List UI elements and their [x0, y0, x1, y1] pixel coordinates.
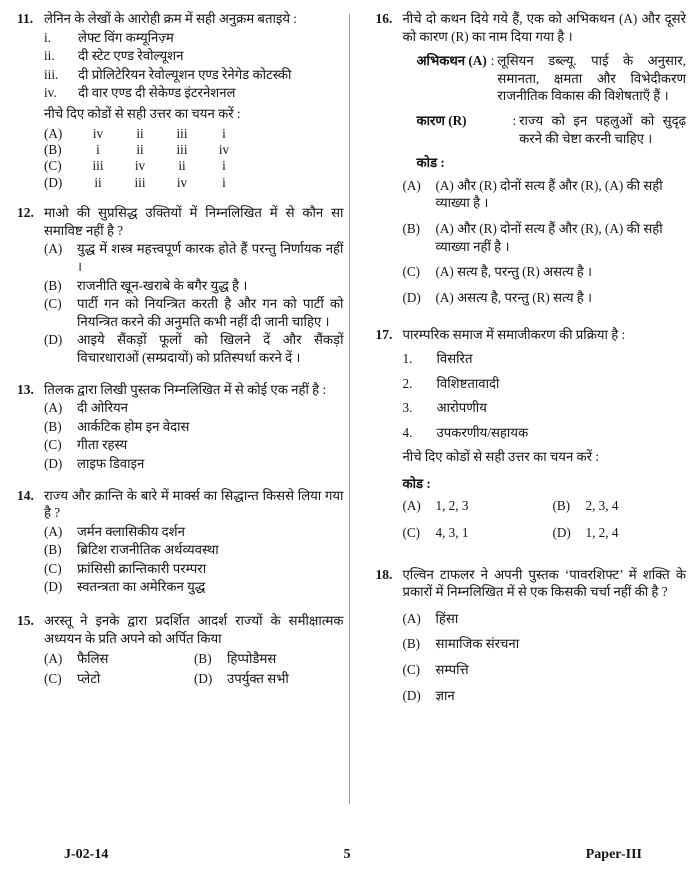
option-key: (A)	[402, 177, 421, 193]
option[interactable]	[552, 497, 686, 515]
option-key: (B)	[44, 277, 62, 293]
option-text: ज्ञान	[435, 687, 455, 703]
option-key: (C)	[402, 264, 421, 280]
option-key: (A)	[402, 610, 421, 626]
footer-paper-code: J-02-14	[64, 847, 109, 862]
option-key: (D)	[402, 687, 421, 703]
sub-item-label: 2.	[402, 375, 413, 391]
option-text: प्लेटो	[77, 670, 101, 686]
option[interactable]	[194, 670, 343, 688]
question-body	[44, 10, 343, 191]
sub-item	[44, 66, 343, 84]
matrix-cell: iv	[218, 141, 230, 157]
question-number: 16.	[375, 11, 393, 26]
option[interactable]	[44, 277, 343, 295]
option[interactable]	[402, 220, 686, 255]
option[interactable]	[44, 331, 343, 366]
option-list	[44, 240, 343, 366]
option-text: दी ओरियन	[77, 400, 128, 416]
option-text: फ्रांसिसी क्रान्तिकारी परम्परा	[77, 560, 207, 576]
question-12	[14, 204, 343, 367]
question-stem: पारम्परिक समाज में समाजीकरण की प्रक्रिया है :	[402, 327, 626, 343]
option-row[interactable]	[44, 142, 343, 158]
sub-item-text: विसरित	[436, 350, 473, 366]
question-body	[402, 10, 686, 307]
option-row[interactable]	[44, 158, 343, 174]
option-text: राजनीति खून-खराबे के बगैर युद्ध है ।	[77, 277, 248, 293]
option[interactable]	[194, 650, 343, 668]
matrix-cell: iii	[134, 174, 146, 190]
reason-block	[402, 112, 686, 147]
matrix-cell: ii	[136, 141, 144, 157]
option-list	[44, 523, 343, 596]
matrix-cell: iv	[134, 158, 146, 174]
option-text: हिप्पोडैमस	[227, 651, 277, 667]
option-key: (A)	[44, 523, 63, 539]
matrix-cell: i	[222, 174, 226, 190]
assertion-label: अभिकथन (A)	[416, 53, 487, 69]
option-key: (A)	[402, 498, 421, 514]
option-key: (C)	[44, 560, 62, 576]
sub-item-label: 4.	[402, 424, 413, 440]
code-label: कोड :	[416, 155, 445, 171]
matrix-cell: i	[222, 158, 226, 174]
option-key: (A)	[44, 651, 63, 667]
matrix-cell: iii	[92, 158, 104, 174]
option-text: 1, 2, 4	[585, 525, 619, 541]
option-key: (D)	[194, 670, 213, 686]
option-list	[402, 177, 686, 307]
question-11	[14, 10, 343, 191]
reason-label: कारण (R)	[416, 112, 467, 128]
option[interactable]	[44, 523, 343, 541]
sub-item-text: विशिष्टतावादी	[436, 375, 500, 391]
sub-item	[44, 29, 343, 47]
code-instruction: नीचे दिए कोडों से सही उत्तर का चयन करें :	[44, 105, 241, 121]
sub-item	[402, 375, 686, 393]
option[interactable]	[44, 240, 343, 275]
question-body	[44, 204, 343, 367]
option-key: (C)	[44, 158, 62, 174]
option-list	[44, 399, 343, 472]
question-number: 13.	[17, 381, 34, 397]
option-key: (C)	[44, 437, 62, 453]
option-text: स्वतन्त्रता का अमेरिकन युद्ध	[77, 579, 206, 595]
question-17	[372, 326, 686, 543]
option[interactable]	[44, 578, 343, 596]
option-list	[402, 610, 686, 704]
matrix-cell: iv	[92, 125, 104, 141]
option-key: (C)	[402, 525, 421, 541]
option-grid	[402, 497, 686, 541]
option-grid	[44, 650, 343, 687]
question-number: 17.	[375, 327, 393, 343]
option[interactable]	[402, 289, 686, 307]
sub-item-label: iv.	[44, 85, 57, 101]
option-key: (C)	[44, 670, 62, 686]
option-text: सामाजिक संरचना	[435, 636, 520, 652]
sub-item-list	[44, 29, 343, 102]
option-key: (D)	[44, 332, 63, 348]
question-14	[14, 487, 343, 598]
sub-item-text: लेफ्ट विंग कम्यूनिज़्म	[78, 29, 174, 45]
option[interactable]	[402, 263, 686, 281]
option[interactable]	[402, 635, 686, 653]
question-number: 14.	[17, 487, 34, 503]
sub-item-label: i.	[44, 29, 51, 45]
right-column	[350, 10, 686, 716]
matrix-cell: iii	[176, 141, 188, 157]
sub-item-label: 3.	[402, 400, 413, 416]
question-15	[14, 612, 343, 689]
option-text: फैलिस	[77, 651, 109, 667]
sub-item-text: दी वार एण्ड दी सेकेण्ड इंटरनेशनल	[78, 85, 236, 101]
option-row[interactable]	[44, 175, 343, 191]
option-text: गीता रहस्य	[77, 437, 128, 453]
two-column-layout	[14, 10, 686, 810]
option[interactable]	[402, 177, 686, 212]
option-text: ब्रिटिश राजनीतिक अर्थव्यवस्था	[77, 542, 219, 558]
assertion-colon: :	[490, 53, 495, 69]
matrix-cell: i	[96, 141, 100, 157]
option-key: (D)	[44, 579, 63, 595]
code-label: कोड :	[402, 475, 431, 491]
option-key: (D)	[402, 289, 421, 305]
question-number: 12.	[17, 205, 34, 221]
sub-item	[44, 84, 343, 102]
question-stem: राज्य और क्रान्ति के बारे में मार्क्स का सिद्धान्त किससे लिया गया है ?	[44, 487, 344, 521]
option-text: पार्टी गन को नियन्त्रित करती है और गन को पार्टी को नियन्त्रित करने की अनुमति कभी नहीं दी जानी चाहिए ।	[77, 296, 344, 329]
sub-item	[402, 399, 686, 417]
question-number: 18.	[375, 566, 393, 582]
option-row	[44, 650, 343, 668]
option-key: (A)	[44, 400, 63, 416]
sub-item-text: उपकरणीय/सहायक	[436, 424, 529, 440]
footer-page-number: 5	[343, 847, 351, 862]
option-key: (D)	[552, 525, 571, 541]
option-row	[44, 670, 343, 688]
option[interactable]	[44, 650, 194, 668]
option-key: (C)	[402, 662, 421, 678]
question-body	[44, 612, 343, 689]
option-row[interactable]	[44, 126, 343, 142]
page-footer	[14, 847, 686, 863]
sub-item-label: ii.	[44, 48, 55, 64]
question-16	[372, 10, 686, 307]
option-key: (B)	[44, 542, 62, 558]
option-text: (A) असत्य है, परन्तु (R) सत्य है ।	[435, 289, 593, 305]
question-stem: एल्विन टाफलर ने अपनी पुस्तक ‘पावरशिफ्ट’ में शक्ति के प्रकारों में निम्नलिखित में से एक किसकी चर्चा नहीं की है ?	[402, 566, 686, 600]
question-number: 15.	[17, 613, 34, 629]
option[interactable]	[402, 661, 686, 679]
option[interactable]	[44, 418, 343, 436]
assertion-text: लूसियन डब्ल्यू. पाई के अनुसार, समानता, क्षमता और विभेदीकरण राजनीतिक विकास की विशेषताएँ हैं ।	[497, 53, 686, 104]
question-body	[402, 326, 686, 543]
option[interactable]	[44, 436, 343, 454]
matrix-cell: ii	[178, 158, 186, 174]
footer-paper-label: Paper-III	[585, 847, 642, 862]
option-text: (A) सत्य है, परन्तु (R) असत्य है ।	[435, 264, 593, 280]
sub-item	[402, 350, 686, 368]
option-text: उपर्युक्त सभी	[227, 670, 289, 686]
question-13	[14, 381, 343, 474]
sub-item-text: दी स्टेट एण्ड रेवोल्यूशन	[78, 48, 184, 64]
code-instruction: नीचे दिए कोडों से सही उत्तर का चयन करें :	[402, 449, 600, 465]
assertion-block	[402, 52, 686, 105]
option-text: 2, 3, 4	[585, 498, 619, 514]
question-number: 11.	[17, 11, 34, 26]
option-key: (B)	[194, 651, 212, 667]
option-text: आइये सैंकड़ों फूलों को खिलने दें और सैंकड़ों विचारधाराओं (सम्प्रदायों) को प्रतिस्पर्धा करने दें ।	[77, 332, 344, 365]
option-key: (D)	[44, 174, 63, 190]
option[interactable]	[44, 455, 343, 473]
matrix-options	[44, 126, 343, 192]
question-stem: अरस्तू ने इनके द्वारा प्रदर्शित आदर्श राज्यों के समीक्षात्मक अध्ययन के प्रति अपने को अर्पित किया	[44, 613, 344, 646]
question-stem: माओ की सुप्रसिद्ध उक्तियों में निम्नलिखित में से कौन सा समाविष्ट नहीं है ?	[44, 205, 344, 238]
option-text: हिंसा	[435, 610, 459, 626]
sub-item	[402, 424, 686, 442]
option-row	[402, 497, 686, 515]
option[interactable]	[44, 541, 343, 559]
sub-item-list	[402, 350, 686, 441]
option-row	[402, 524, 686, 542]
question-body	[402, 566, 686, 706]
option-text: आर्कटिक होम इन वेदास	[77, 418, 190, 434]
sub-item-text: आरोपणीय	[436, 400, 487, 416]
option[interactable]	[44, 295, 343, 330]
matrix-cell: ii	[94, 174, 102, 190]
sub-item-label: iii.	[44, 66, 59, 82]
question-18	[372, 566, 686, 706]
option[interactable]	[402, 524, 552, 542]
left-column	[14, 10, 349, 700]
option-text: 1, 2, 3	[435, 498, 469, 514]
option[interactable]	[44, 560, 343, 578]
option[interactable]	[402, 610, 686, 628]
option[interactable]	[44, 399, 343, 417]
option-key: (D)	[44, 455, 63, 471]
question-stem: तिलक द्वारा लिखी पुस्तक निम्नलिखित में से कोई एक नहीं है :	[44, 381, 327, 397]
option-key: (A)	[44, 241, 63, 257]
option[interactable]	[552, 524, 686, 542]
option-key: (A)	[44, 125, 63, 141]
sub-item	[44, 47, 343, 65]
option-key: (B)	[44, 418, 62, 434]
matrix-cell: iii	[176, 125, 188, 141]
option-key: (B)	[44, 141, 62, 157]
option-text: (A) और (R) दोनों सत्य हैं और (R), (A) की सही व्याख्या है ।	[435, 177, 663, 211]
option-text: लाइफ डिवाइन	[77, 455, 145, 471]
question-stem: नीचे दो कथन दिये गये हैं, एक को अभिकथन (A) और दूसरे को कारण (R) का नाम दिया गया है ।	[402, 11, 686, 44]
option-key: (B)	[402, 220, 421, 236]
option-text: युद्ध में शस्त्र महत्त्वपूर्ण कारक होते हैं परन्तु निर्णायक नहीं ।	[77, 241, 344, 274]
question-body	[44, 381, 343, 474]
option[interactable]	[44, 670, 194, 688]
matrix-cell: iv	[176, 174, 188, 190]
option-text: जर्मन क्लासिकीय दर्शन	[77, 523, 185, 539]
question-body	[44, 487, 343, 598]
matrix-cell: i	[222, 125, 226, 141]
option-key: (B)	[552, 498, 571, 514]
option-text: 4, 3, 1	[435, 525, 469, 541]
reason-text: राज्य को इन पहलुओं को सुदृढ़ करने की चेष्टा करनी चाहिए ।	[519, 112, 686, 146]
option-key: (B)	[402, 636, 421, 652]
option-key: (C)	[44, 296, 62, 312]
sub-item-label: 1.	[402, 350, 413, 366]
reason-colon: :	[512, 112, 517, 128]
question-stem: लेनिन के लेखों के आरोही क्रम में सही अनुक्रम बताइये :	[44, 11, 297, 26]
option-text: सम्पत्ति	[435, 662, 469, 678]
option[interactable]	[402, 687, 686, 705]
matrix-cell: ii	[136, 125, 144, 141]
option[interactable]	[402, 497, 552, 515]
option-text: (A) और (R) दोनों सत्य हैं और (R), (A) की सही व्याख्या नहीं है ।	[435, 220, 663, 254]
sub-item-text: दी प्रोलिटेरियन रेवोल्यूशन एण्ड रेनेगेड कोटस्की	[78, 66, 292, 82]
